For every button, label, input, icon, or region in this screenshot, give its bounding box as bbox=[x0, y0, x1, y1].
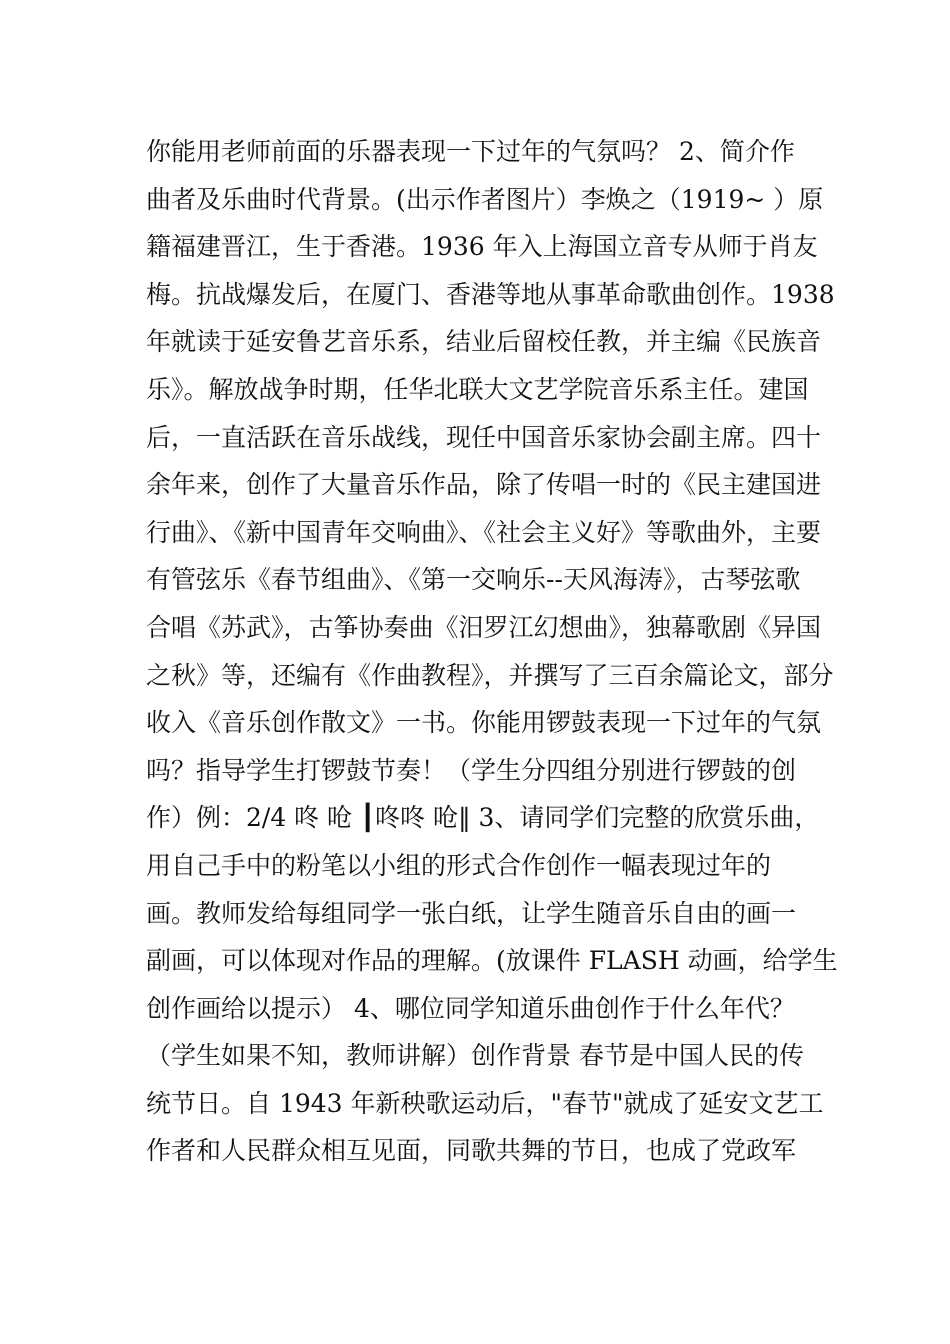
text-line: 籍福建晋江，生于香港。1936 年入上海国立音专从师于肖友 bbox=[146, 232, 818, 262]
text-line: 作）例：2/4 咚 呛 ┃咚咚 呛‖ 3、请同学们完整的欣赏乐曲， bbox=[146, 803, 820, 833]
text-line: 年就读于延安鲁艺音乐系，结业后留校任教，并主编《民族音 bbox=[146, 327, 822, 357]
text-line: 收入《音乐创作散文》一书。你能用锣鼓表现一下过年的气氛 bbox=[146, 708, 822, 738]
text-line: （学生如果不知，教师讲解）创作背景 春节是中国人民的传 bbox=[146, 1041, 804, 1071]
body-text bbox=[146, 128, 838, 1175]
text-line: 梅。抗战爆发后，在厦门、香港等地从事革命歌曲创作。1938 bbox=[146, 279, 835, 309]
text-line: 统节日。自 1943 年新秧歌运动后，"春节"就成了延安文艺工 bbox=[146, 1088, 824, 1118]
text-line: 你能用老师前面的乐器表现一下过年的气氛吗？ 2、简介作 bbox=[146, 137, 795, 166]
text-line: 余年来，创作了大量音乐作品，除了传唱一时的《民主建国进 bbox=[146, 470, 822, 500]
text-line: 作者和人民群众相互见面，同歌共舞的节日，也成了党政军 bbox=[146, 1136, 797, 1166]
text-line: 合唱《苏武》，古筝协奏曲《汨罗江幻想曲》，独幕歌剧《异国 bbox=[146, 612, 822, 642]
text-line: 用自己手中的粉笔以小组的形式合作创作一幅表现过年的 bbox=[146, 850, 772, 880]
text-line: 之秋》等，还编有《作曲教程》，并撰写了三百余篇论文，部分 bbox=[146, 660, 834, 690]
text-line: 行曲》、《新中国青年交响曲》、《社会主义好》等歌曲外，主要 bbox=[146, 517, 822, 547]
text-line: 乐》。解放战争时期，任华北联大文艺学院音乐系主任。建国 bbox=[146, 374, 809, 404]
text-line: 吗？指导学生打锣鼓节奏！（学生分四组分别进行锣鼓的创 bbox=[146, 755, 797, 785]
text-line: 后，一直活跃在音乐战线，现任中国音乐家协会副主席。四十 bbox=[146, 422, 822, 452]
text-line: 画。教师发给每组同学一张白纸，让学生随音乐自由的画一 bbox=[146, 898, 797, 928]
text-line: 副画，可以体现对作品的理解。(放课件 FLASH 动画，给学生 bbox=[146, 946, 838, 976]
text-line: 创作画给以提示） 4、哪位同学知道乐曲创作于什么年代？ bbox=[146, 993, 795, 1023]
text-line: 曲者及乐曲时代背景。(出示作者图片）李焕之（1919~ ）原 bbox=[146, 184, 824, 214]
text-line: 有管弦乐《春节组曲》、《第一交响乐--天风海涛》，古琴弦歌 bbox=[146, 565, 801, 595]
